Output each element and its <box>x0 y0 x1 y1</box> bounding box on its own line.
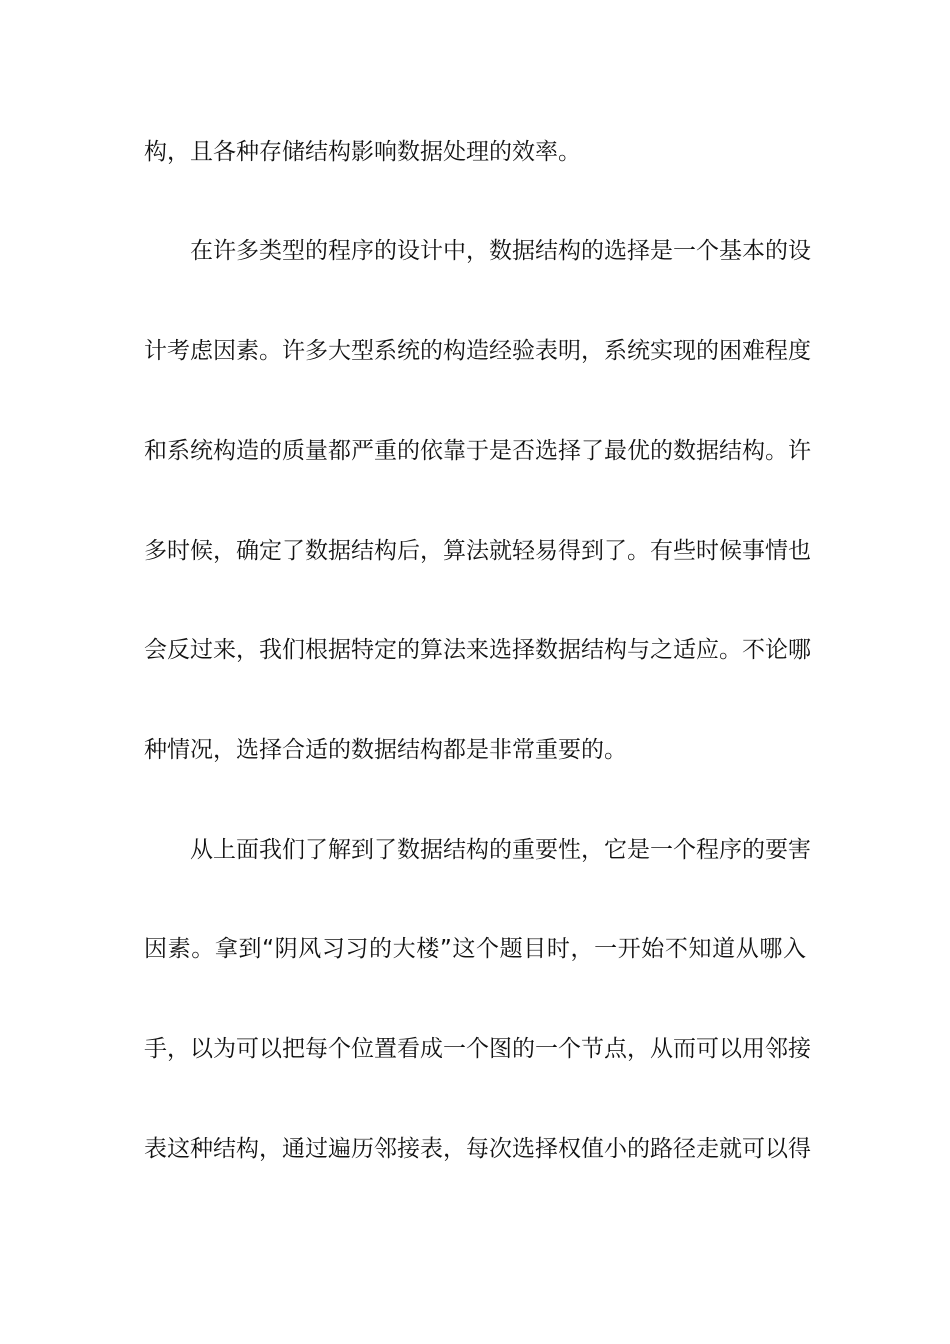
text-line: 表这种结构，通过遍历邻接表，每次选择权值小的路径走就可以得 <box>144 1136 811 1162</box>
paragraph-first-line: 在许多类型的程序的设计中，数据结构的选择是一个基本的设 <box>190 238 811 264</box>
text-line: 会反过来，我们根据特定的算法来选择数据结构与之适应。不论哪 <box>144 637 811 663</box>
text-line: 手，以为可以把每个位置看成一个图的一个节点，从而可以用邻接 <box>144 1036 811 1062</box>
text-line: 多时候，确定了数据结构后，算法就轻易得到了。有些时候事情也 <box>144 538 811 564</box>
text-line: 计考虑因素。许多大型系统的构造经验表明，系统实现的困难程度 <box>144 338 811 364</box>
text-line: 和系统构造的质量都严重的依靠于是否选择了最优的数据结构。许 <box>144 438 811 464</box>
text-line: 种情况，选择合适的数据结构都是非常重要的。 <box>144 737 627 763</box>
text-line: 因素。拿到“阴风习习的大楼”这个题目时，一开始不知道从哪入 <box>144 936 806 962</box>
paragraph-first-line: 从上面我们了解到了数据结构的重要性，它是一个程序的要害 <box>190 837 811 863</box>
text-line: 构，且各种存储结构影响数据处理的效率。 <box>144 139 581 165</box>
